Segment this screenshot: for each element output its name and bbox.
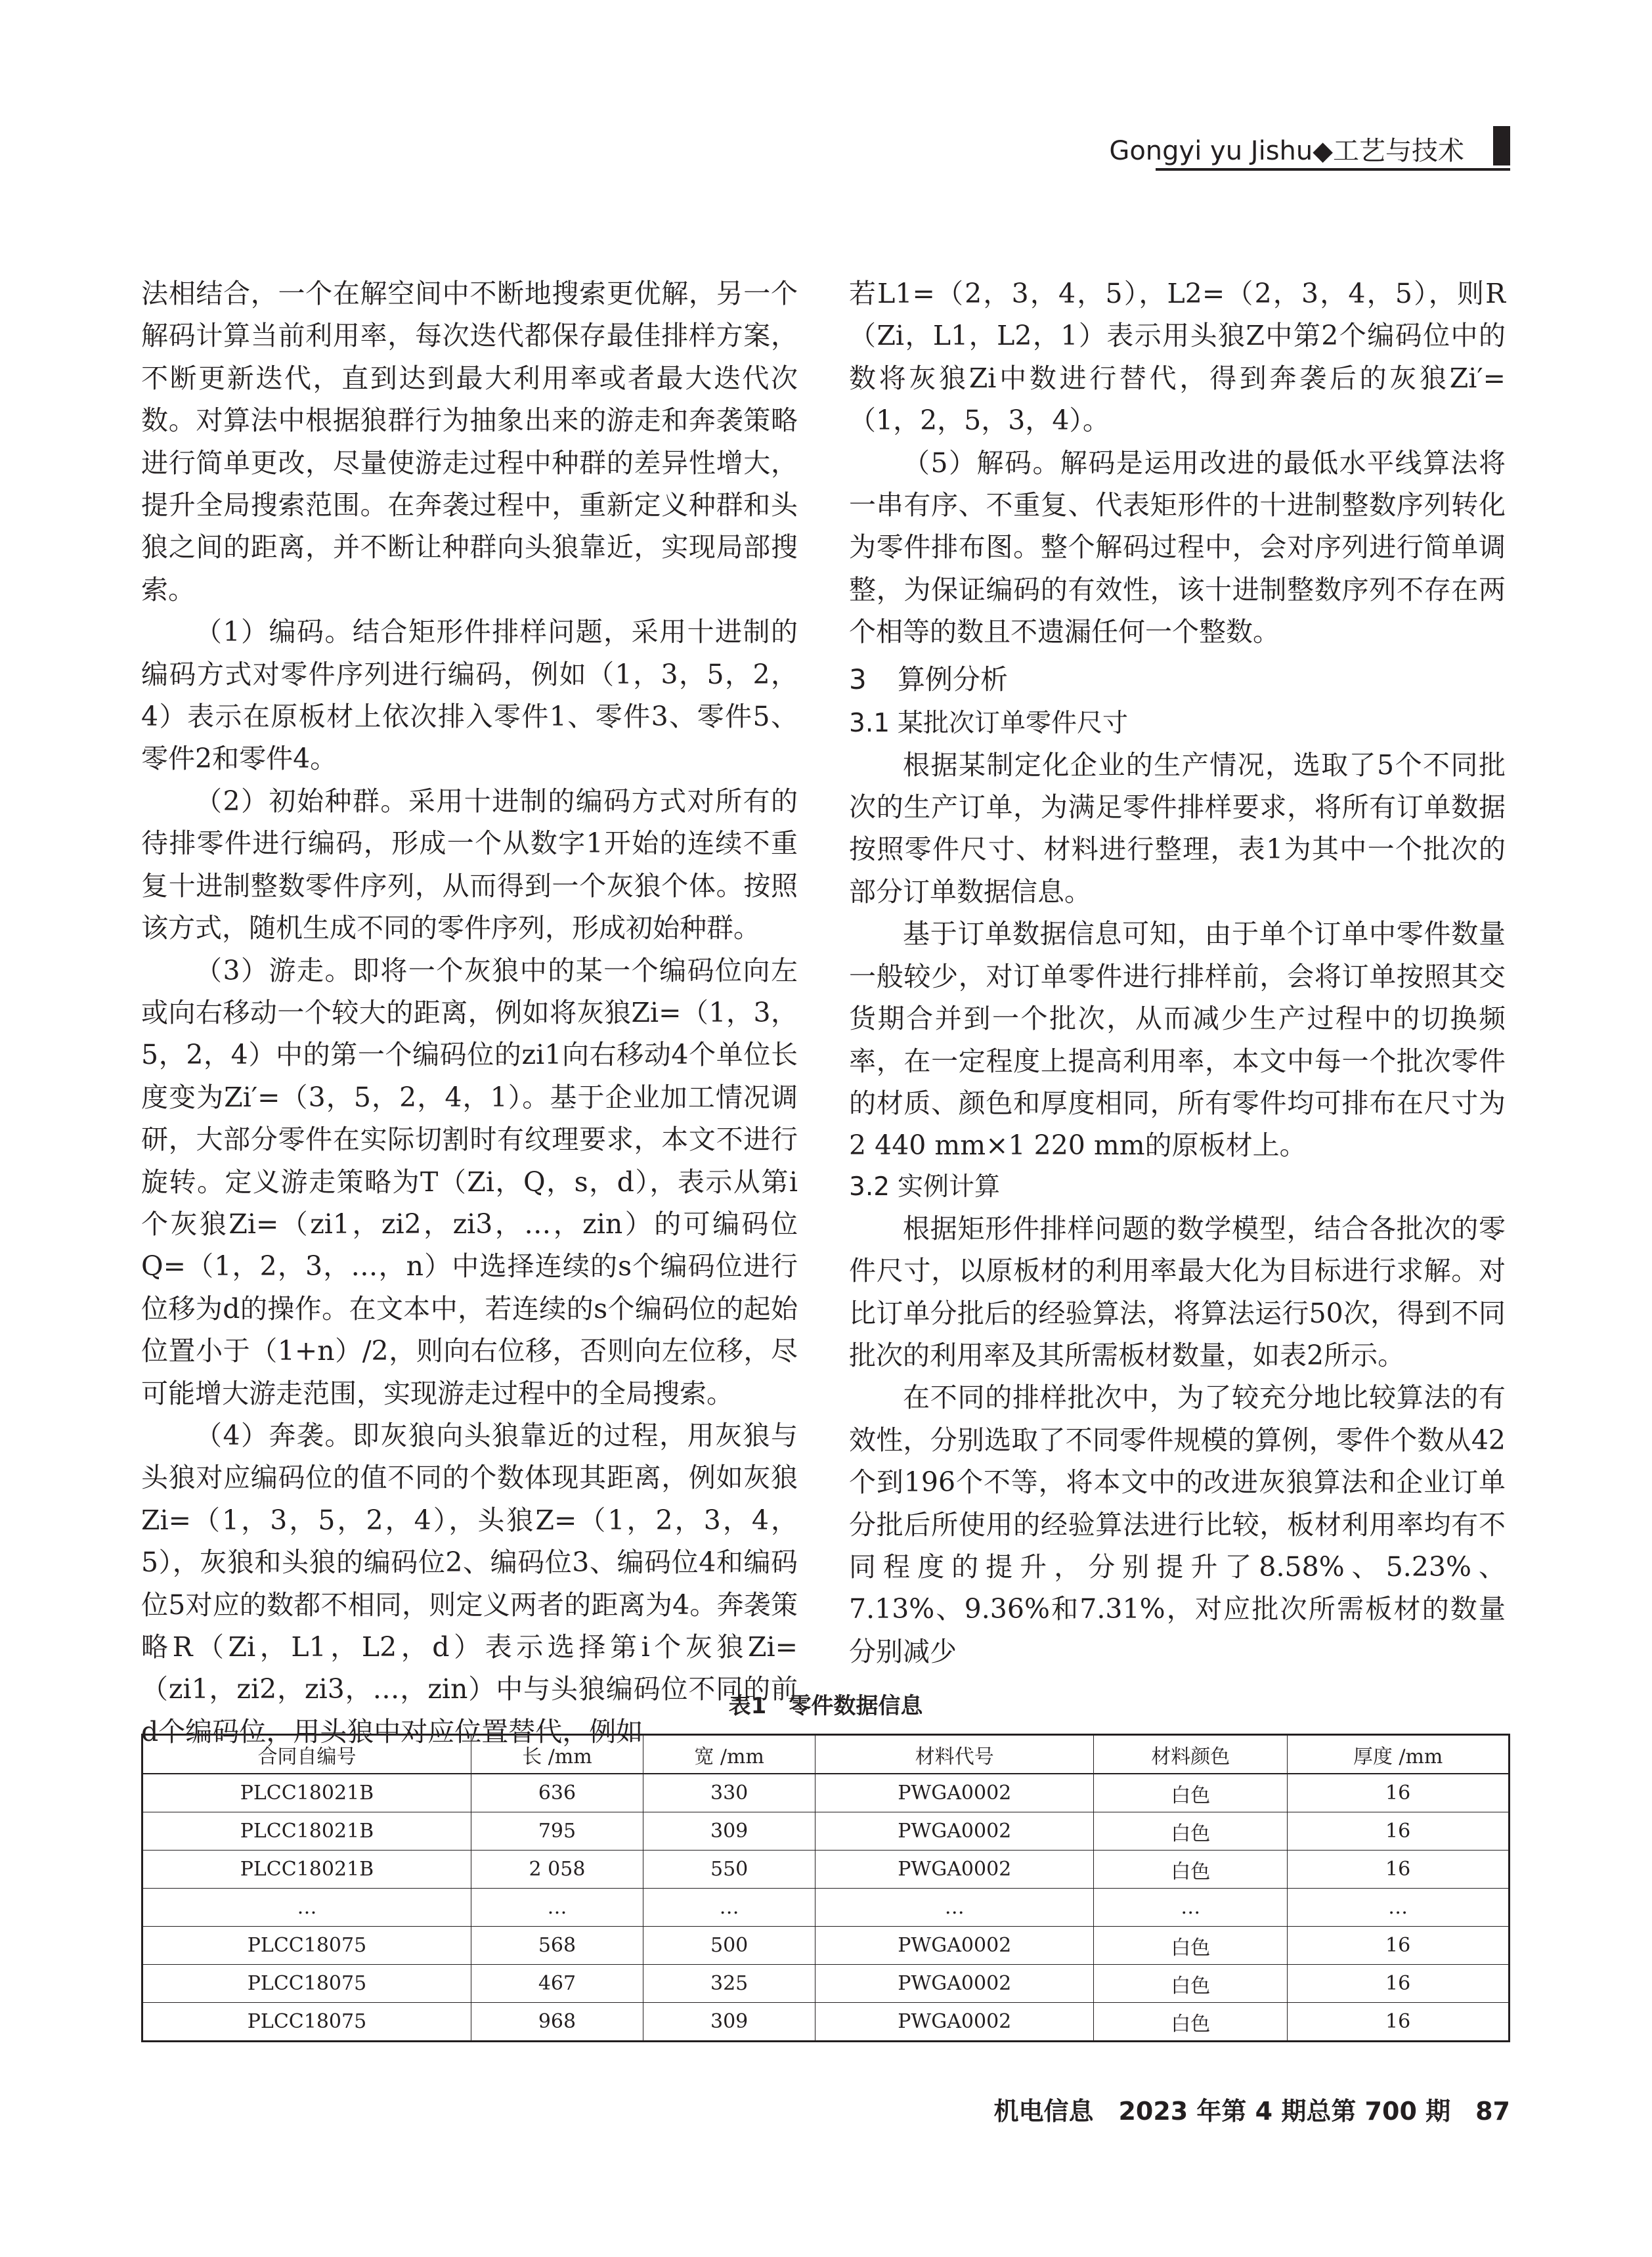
section-heading (849, 656, 1506, 703)
table-cell: 636 (471, 1774, 643, 1812)
table-row (142, 1774, 1510, 1812)
table-cell: 白色 (1094, 2003, 1288, 2042)
subsection-title: 实例计算 (898, 1172, 1001, 1202)
section-title: 算例分析 (898, 663, 1009, 695)
left-column (141, 273, 798, 1753)
table-cell: PLCC18075 (142, 1965, 471, 2003)
header-bar (1493, 126, 1510, 165)
table-cell: 330 (643, 1774, 815, 1812)
right-column (849, 273, 1506, 1673)
parts-data-table (141, 1734, 1510, 2042)
table-cell: … (643, 1889, 815, 1927)
subsection-title: 某批次订单零件尺寸 (898, 708, 1129, 738)
subsection-heading (849, 1167, 1506, 1208)
table-cell: 795 (471, 1812, 643, 1851)
table-row (142, 1927, 1510, 1965)
paragraph: 法相结合，一个在解空间中不断地搜索更优解，另一个解码计算当前利用率，每次迭代都保存最佳排样方案，不断更新迭代，直到达到最大利用率或者最大迭代次数。对算法中根据狼群行为抽象出来的游走和奔袭策略进行简单更改，尽量使游走过程中种群的差异性增大，提升全局搜索范围。在奔袭过程中，重新定义种群和头狼之间的距离，并不断让种群向头狼靠近，实现局部搜索。 (141, 278, 798, 605)
table-cell: PLCC18021B (142, 1774, 471, 1812)
paragraph: （2）初始种群。采用十进制的编码方式对所有的待排零件进行编码，形成一个从数字1开始的连续不重复十进制整数零件序列，从而得到一个灰狼个体。按照该方式，随机生成不同的零件序列，形成初始种群。 (141, 785, 798, 944)
paragraph: 根据矩形件排样问题的数学模型，结合各批次的零件尺寸，以原板材的利用率最大化为目标进行求解。对比订单分批后的经验算法，将算法运行50次，得到不同批次的利用率及其所需板材数量，如表2所示。 (849, 1212, 1506, 1371)
paragraph: （3）游走。即将一个灰狼中的某一个编码位向左或向右移动一个较大的距离，例如将灰狼Zi=（1，3，5，2，4）中的第一个编码位的zi1向右移动4个单位长度变为Zi′=（3，5，2，4，1）。基于企业加工情况调研，大部分零件在实际切割时有纹理要求，本文不进行旋转。定义游走策略为T（Zi，Q，s，d），表示从第i个灰狼Zi=（zi1，zi2，zi3，…，zin）的可编码位Q=（1，2，3，…，n）中选择连续的s个编码位进行位移为d的操作。在文本中，若连续的s个编码位的起始位置小于（1+n）/2，则向右位移，否则向左位移，尽可能增大游走范围，实现游走过程中的全局搜索。 (141, 954, 798, 1409)
table-cell: PLCC18075 (142, 1927, 471, 1965)
paragraph: 若L1=（2，3，4，5），L2=（2，3，4，5），则R（Zi，L1，L2，1）表示用头狼Z中第2个编码位中的数将灰狼Zi中数进行替代，得到奔袭后的灰狼Zi′=（1，2，5，3，4）。 (849, 278, 1506, 437)
column-header: 宽 /mm (643, 1735, 815, 1774)
table-row (142, 1851, 1510, 1889)
paragraph: 在不同的排样批次中，为了较充分地比较算法的有效性，分别选取了不同零件规模的算例，零件个数从42个到196个不等，将本文中的改进灰狼算法和企业订单分批后所使用的经验算法进行比较，板材利用率均有不同程度的提升，分别提升了8.58%、5.23%、7.13%、9.36%和7.31%，对应批次所需板材的数量分别减少 (849, 1382, 1506, 1667)
table-cell: 500 (643, 1927, 815, 1965)
table-cell: PWGA0002 (815, 1812, 1094, 1851)
table-cell: … (142, 1889, 471, 1927)
table-row (142, 1812, 1510, 1851)
table-cell: … (1094, 1889, 1288, 1927)
table-cell: 16 (1288, 1927, 1510, 1965)
subsection-number: 3.1 (849, 708, 890, 738)
table-cell: PWGA0002 (815, 1851, 1094, 1889)
table-row (142, 1965, 1510, 2003)
header-text: Gongyi yu Jishu◆工艺与技术 (1109, 136, 1464, 166)
section-number: 3 (849, 663, 867, 695)
table-cell: PLCC18021B (142, 1851, 471, 1889)
table-cell: 309 (643, 1812, 815, 1851)
table-cell: 325 (643, 1965, 815, 2003)
table-cell: 309 (643, 2003, 815, 2042)
table-cell: PWGA0002 (815, 1965, 1094, 2003)
header-rule (1156, 168, 1510, 171)
running-header (1051, 126, 1510, 172)
table-cell: 白色 (1094, 1927, 1288, 1965)
table-cell: 16 (1288, 1812, 1510, 1851)
table-cell: PWGA0002 (815, 1774, 1094, 1812)
table-cell: PLCC18075 (142, 2003, 471, 2042)
table-cell: 白色 (1094, 1965, 1288, 2003)
page-footer: 机电信息 2023 年第 4 期总第 700 期 87 (993, 2097, 1510, 2126)
table-cell: 白色 (1094, 1774, 1288, 1812)
table-cell: PLCC18021B (142, 1812, 471, 1851)
table-row (142, 1889, 1510, 1927)
column-header: 材料代号 (815, 1735, 1094, 1774)
subsection-number: 3.2 (849, 1172, 890, 1202)
table-header-row (142, 1735, 1510, 1774)
paragraph: （5）解码。解码是运用改进的最低水平线算法将一串有序、不重复、代表矩形件的十进制整数序列转化为零件排布图。整个解码过程中，会对序列进行简单调整，为保证编码的有效性，该十进制整数序列不存在两个相等的数且不遗漏任何一个整数。 (849, 447, 1506, 648)
paragraph: （1）编码。结合矩形件排样问题，采用十进制的编码方式对零件序列进行编码，例如（1，3，5，2，4）表示在原板材上依次排入零件1、零件3、零件5、零件2和零件4。 (141, 616, 798, 775)
table-cell: 白色 (1094, 1851, 1288, 1889)
paragraph: 基于订单数据信息可知，由于单个订单中零件数量一般较少，对订单零件进行排样前，会将订单按照其交货期合并到一个批次，从而减少生产过程中的切换频率，在一定程度上提高利用率，本文中每一个批次零件的材质、颜色和厚度相同，所有零件均可排布在尺寸为2 440 mm×1 220 mm的原板材上。 (849, 918, 1506, 1162)
column-header: 厚度 /mm (1288, 1735, 1510, 1774)
table-cell: 16 (1288, 1851, 1510, 1889)
table-cell: PWGA0002 (815, 1927, 1094, 1965)
table-row (142, 2003, 1510, 2042)
table-cell: 白色 (1094, 1812, 1288, 1851)
table-cell: 16 (1288, 2003, 1510, 2042)
paragraph: 根据某制定化企业的生产情况，选取了5个不同批次的生产订单，为满足零件排样要求，将所有订单数据按照零件尺寸、材料进行整理，表1为其中一个批次的部分订单数据信息。 (849, 749, 1506, 908)
table-cell: 16 (1288, 1965, 1510, 2003)
table-cell: … (815, 1889, 1094, 1927)
table-cell: 16 (1288, 1774, 1510, 1812)
table-cell: 968 (471, 2003, 643, 2042)
table-caption: 表1 零件数据信息 (728, 1693, 923, 1719)
column-header: 合同自编号 (142, 1735, 471, 1774)
table-cell: 467 (471, 1965, 643, 2003)
table-cell: 2 058 (471, 1851, 643, 1889)
column-header: 材料颜色 (1094, 1735, 1288, 1774)
paragraph: （4）奔袭。即灰狼向头狼靠近的过程，用灰狼与头狼对应编码位的值不同的个数体现其距离，例如灰狼Zi=（1，3，5，2，4），头狼Z=（1，2，3，4，5），灰狼和头狼的编码位2、编码位3、编码位4和编码位5对应的数都不相同，则定义两者的距离为4。奔袭策略R（Zi，L1，L2，d）表示选择第i个灰狼Zi=（zi1，zi2，zi3，…，zin）中与头狼编码位不同的前d个编码位，用头狼中对应位置替代，例如 (141, 1419, 798, 1747)
table-cell: PWGA0002 (815, 2003, 1094, 2042)
table-cell: … (1288, 1889, 1510, 1927)
table-cell: 568 (471, 1927, 643, 1965)
table-cell: … (471, 1889, 643, 1927)
subsection-heading (849, 703, 1506, 744)
table-cell: 550 (643, 1851, 815, 1889)
column-header: 长 /mm (471, 1735, 643, 1774)
